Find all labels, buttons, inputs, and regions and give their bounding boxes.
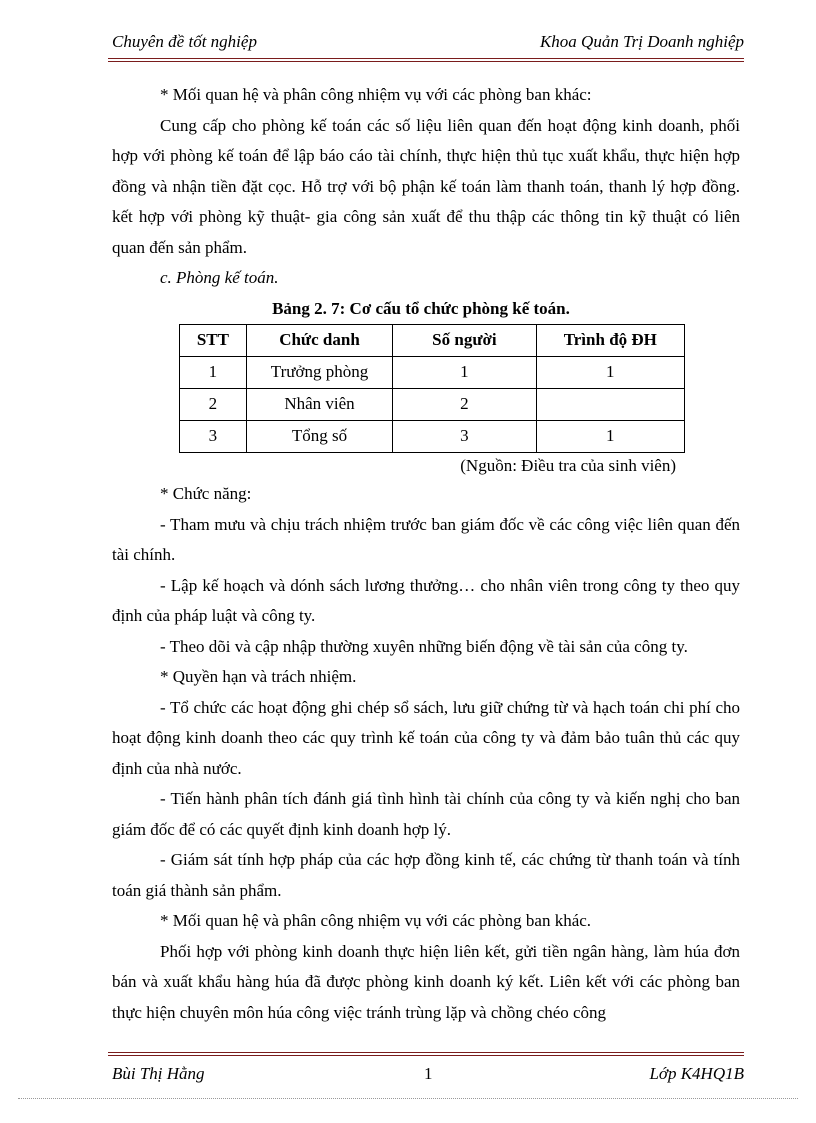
staff-table xyxy=(179,324,685,453)
header-left: Chuyên đề tốt nghiệp xyxy=(112,32,257,51)
footer-rule xyxy=(108,1052,744,1056)
table-cell: 2 xyxy=(393,389,536,421)
paragraph: * Quyền hạn và trách nhiệm. xyxy=(160,667,357,686)
table-cell: Tổng số xyxy=(246,421,392,453)
table-row xyxy=(180,421,685,453)
paragraph: * Chức năng: xyxy=(160,484,252,503)
page-header xyxy=(112,32,744,56)
table-cell: 3 xyxy=(393,421,536,453)
table-cell: 1 xyxy=(536,357,684,389)
header-rule xyxy=(108,58,744,62)
table-cell: Nhân viên xyxy=(246,389,392,421)
footer-class: Lớp K4HQ1B xyxy=(649,1064,744,1083)
paragraph: - Tham mưu và chịu trách nhiệm trước ban giám đốc về các công việc liên quan đến tài chính. xyxy=(112,514,740,564)
table-cell: 1 xyxy=(180,357,247,389)
table-header-cell: Trình độ ĐH xyxy=(536,325,684,357)
table-cell: Trưởng phòng xyxy=(246,357,392,389)
body-text xyxy=(112,80,740,1028)
section-heading: c. Phòng kế toán. xyxy=(160,268,279,287)
paragraph: - Tiến hành phân tích đánh giá tình hình tài chính của công ty và kiến nghị cho ban giám đốc để có các quyết định kinh doanh hợp lý. xyxy=(112,789,740,839)
table-cell: 1 xyxy=(536,421,684,453)
paragraph: Cung cấp cho phòng kế toán các số liệu liên quan đến hoạt động kinh doanh, phối hợp với phòng kế toán để lập báo cáo tài chính, thực hiện thủ tục xuất khẩu, thực hiện hợp đồng và nhận tiền đặt cọc. Hỗ trợ với bộ phận kế toán làm thanh toán, thanh lý hợp đồng. kết hợp với phòng kỹ thuật- gia công sản xuất để thu thập các thông tin kỹ thuật có liên quan đến sản phẩm. xyxy=(112,115,740,257)
table-header-row xyxy=(180,325,685,357)
header-right: Khoa Quản Trị Doanh nghiệp xyxy=(539,32,744,51)
table-cell: 1 xyxy=(393,357,536,389)
paragraph: - Lập kế hoạch và dónh sách lương thưởng… cho nhân viên trong công ty theo quy định của pháp luật và công ty. xyxy=(112,575,740,625)
table-cell: 2 xyxy=(180,389,247,421)
table-source: (Nguồn: Điều tra của sinh viên) xyxy=(460,456,676,475)
paragraph: * Mối quan hệ và phân công nhiệm vụ với các phòng ban khác. xyxy=(160,911,592,930)
table-caption: Bảng 2. 7: Cơ cấu tổ chức phòng kế toán. xyxy=(272,298,570,318)
table-header-cell: Số người xyxy=(393,325,536,357)
page-footer xyxy=(112,1064,744,1088)
footer-author: Bùi Thị Hằng xyxy=(112,1064,205,1083)
table-cell xyxy=(536,389,684,421)
paragraph: - Giám sát tính hợp pháp của các hợp đồng kinh tế, các chứng từ thanh toán và tính toán giá thành sản phẩm. xyxy=(112,850,740,900)
paragraph: - Theo dõi và cập nhập thường xuyên những biến động về tài sản của công ty. xyxy=(160,636,688,656)
paragraph: - Tổ chức các hoạt động ghi chép sổ sách, lưu giữ chứng từ và hạch toán chi phí cho hoạt động kinh doanh theo các quy trình kế toán của công ty và đảm bảo tuân thủ các quy định của nhà nước. xyxy=(112,697,740,778)
page-break-line xyxy=(18,1098,798,1099)
table-header-cell: Chức danh xyxy=(246,325,392,357)
paragraph: * Mối quan hệ và phân công nhiệm vụ với các phòng ban khác: xyxy=(160,85,592,104)
page-number: 1 xyxy=(424,1064,433,1083)
table-row xyxy=(180,357,685,389)
table-header-cell: STT xyxy=(180,325,247,357)
paragraph: Phối hợp với phòng kinh doanh thực hiện liên kết, gửi tiền ngân hàng, làm húa đơn bán và xuất khẩu hàng húa đã được phòng kinh doanh ký kết. Liên kết với các phòng ban thực hiện chuyên môn húa công việc tránh trùng lặp và chồng chéo công xyxy=(112,941,740,1022)
table-cell: 3 xyxy=(180,421,247,453)
table-row xyxy=(180,389,685,421)
